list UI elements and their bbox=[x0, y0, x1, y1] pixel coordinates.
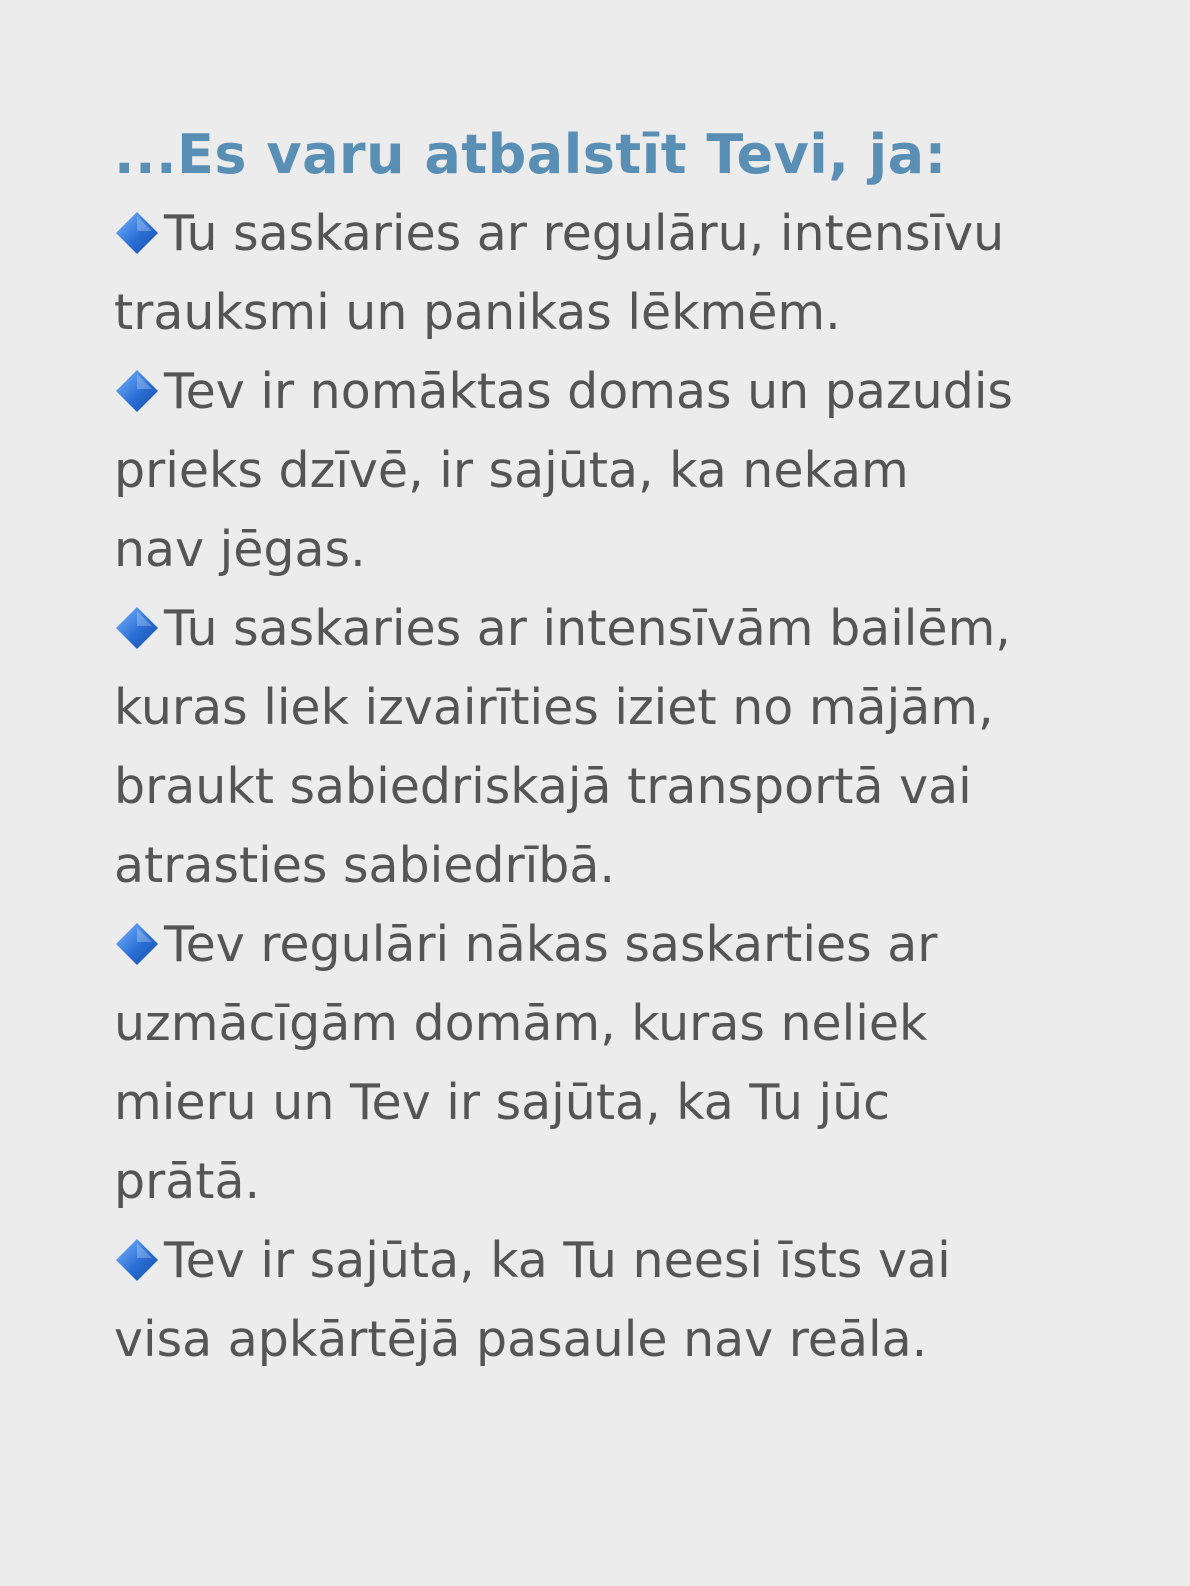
list-item-line: uzmācīgām domām, kuras neliek bbox=[114, 995, 928, 1052]
list-item-line: braukt sabiedriskajā transportā vai bbox=[114, 758, 972, 815]
list-item-line: prieks dzīvē, ir sajūta, ka nekam bbox=[114, 442, 909, 499]
list-item bbox=[114, 352, 1094, 589]
list-item-text: Tev ir nomāktas domas un pazudis bbox=[164, 363, 1013, 420]
list-item bbox=[114, 1221, 1094, 1379]
page-title: ...Es varu atbalstīt Tevi, ja: bbox=[114, 123, 947, 186]
blue-diamond-icon bbox=[114, 605, 160, 651]
list-item-line: prātā. bbox=[114, 1153, 261, 1210]
blue-diamond-icon bbox=[114, 368, 160, 414]
list-item-line bbox=[114, 352, 1094, 431]
list-item-text: Tev ir sajūta, ka Tu neesi īsts vai bbox=[164, 1232, 951, 1289]
list-item-text: Tu saskaries ar intensīvām bailēm, bbox=[164, 600, 1011, 657]
list-item-line bbox=[114, 589, 1094, 668]
list-item-line: kuras liek izvairīties iziet no mājām, bbox=[114, 679, 994, 736]
list-item-line bbox=[114, 194, 1094, 273]
list-item-line bbox=[114, 1221, 1094, 1300]
list-item-line bbox=[114, 905, 1094, 984]
list-item bbox=[114, 905, 1094, 1221]
list-item bbox=[114, 194, 1094, 352]
support-list-card bbox=[114, 116, 1094, 1379]
list-item-line: trauksmi un panikas lēkmēm. bbox=[114, 284, 841, 341]
blue-diamond-icon bbox=[114, 210, 160, 256]
list-item-line: mieru un Tev ir sajūta, ka Tu jūc bbox=[114, 1074, 891, 1131]
list-item-text: Tu saskaries ar regulāru, intensīvu bbox=[164, 205, 1005, 262]
blue-diamond-icon bbox=[114, 921, 160, 967]
list-item bbox=[114, 589, 1094, 905]
list-item-line: nav jēgas. bbox=[114, 521, 366, 578]
blue-diamond-icon bbox=[114, 1237, 160, 1283]
list-item-line: atrasties sabiedrībā. bbox=[114, 837, 616, 894]
list-item-line: visa apkārtējā pasaule nav reāla. bbox=[114, 1311, 928, 1368]
list-item-text: Tev regulāri nākas saskarties ar bbox=[164, 916, 938, 973]
